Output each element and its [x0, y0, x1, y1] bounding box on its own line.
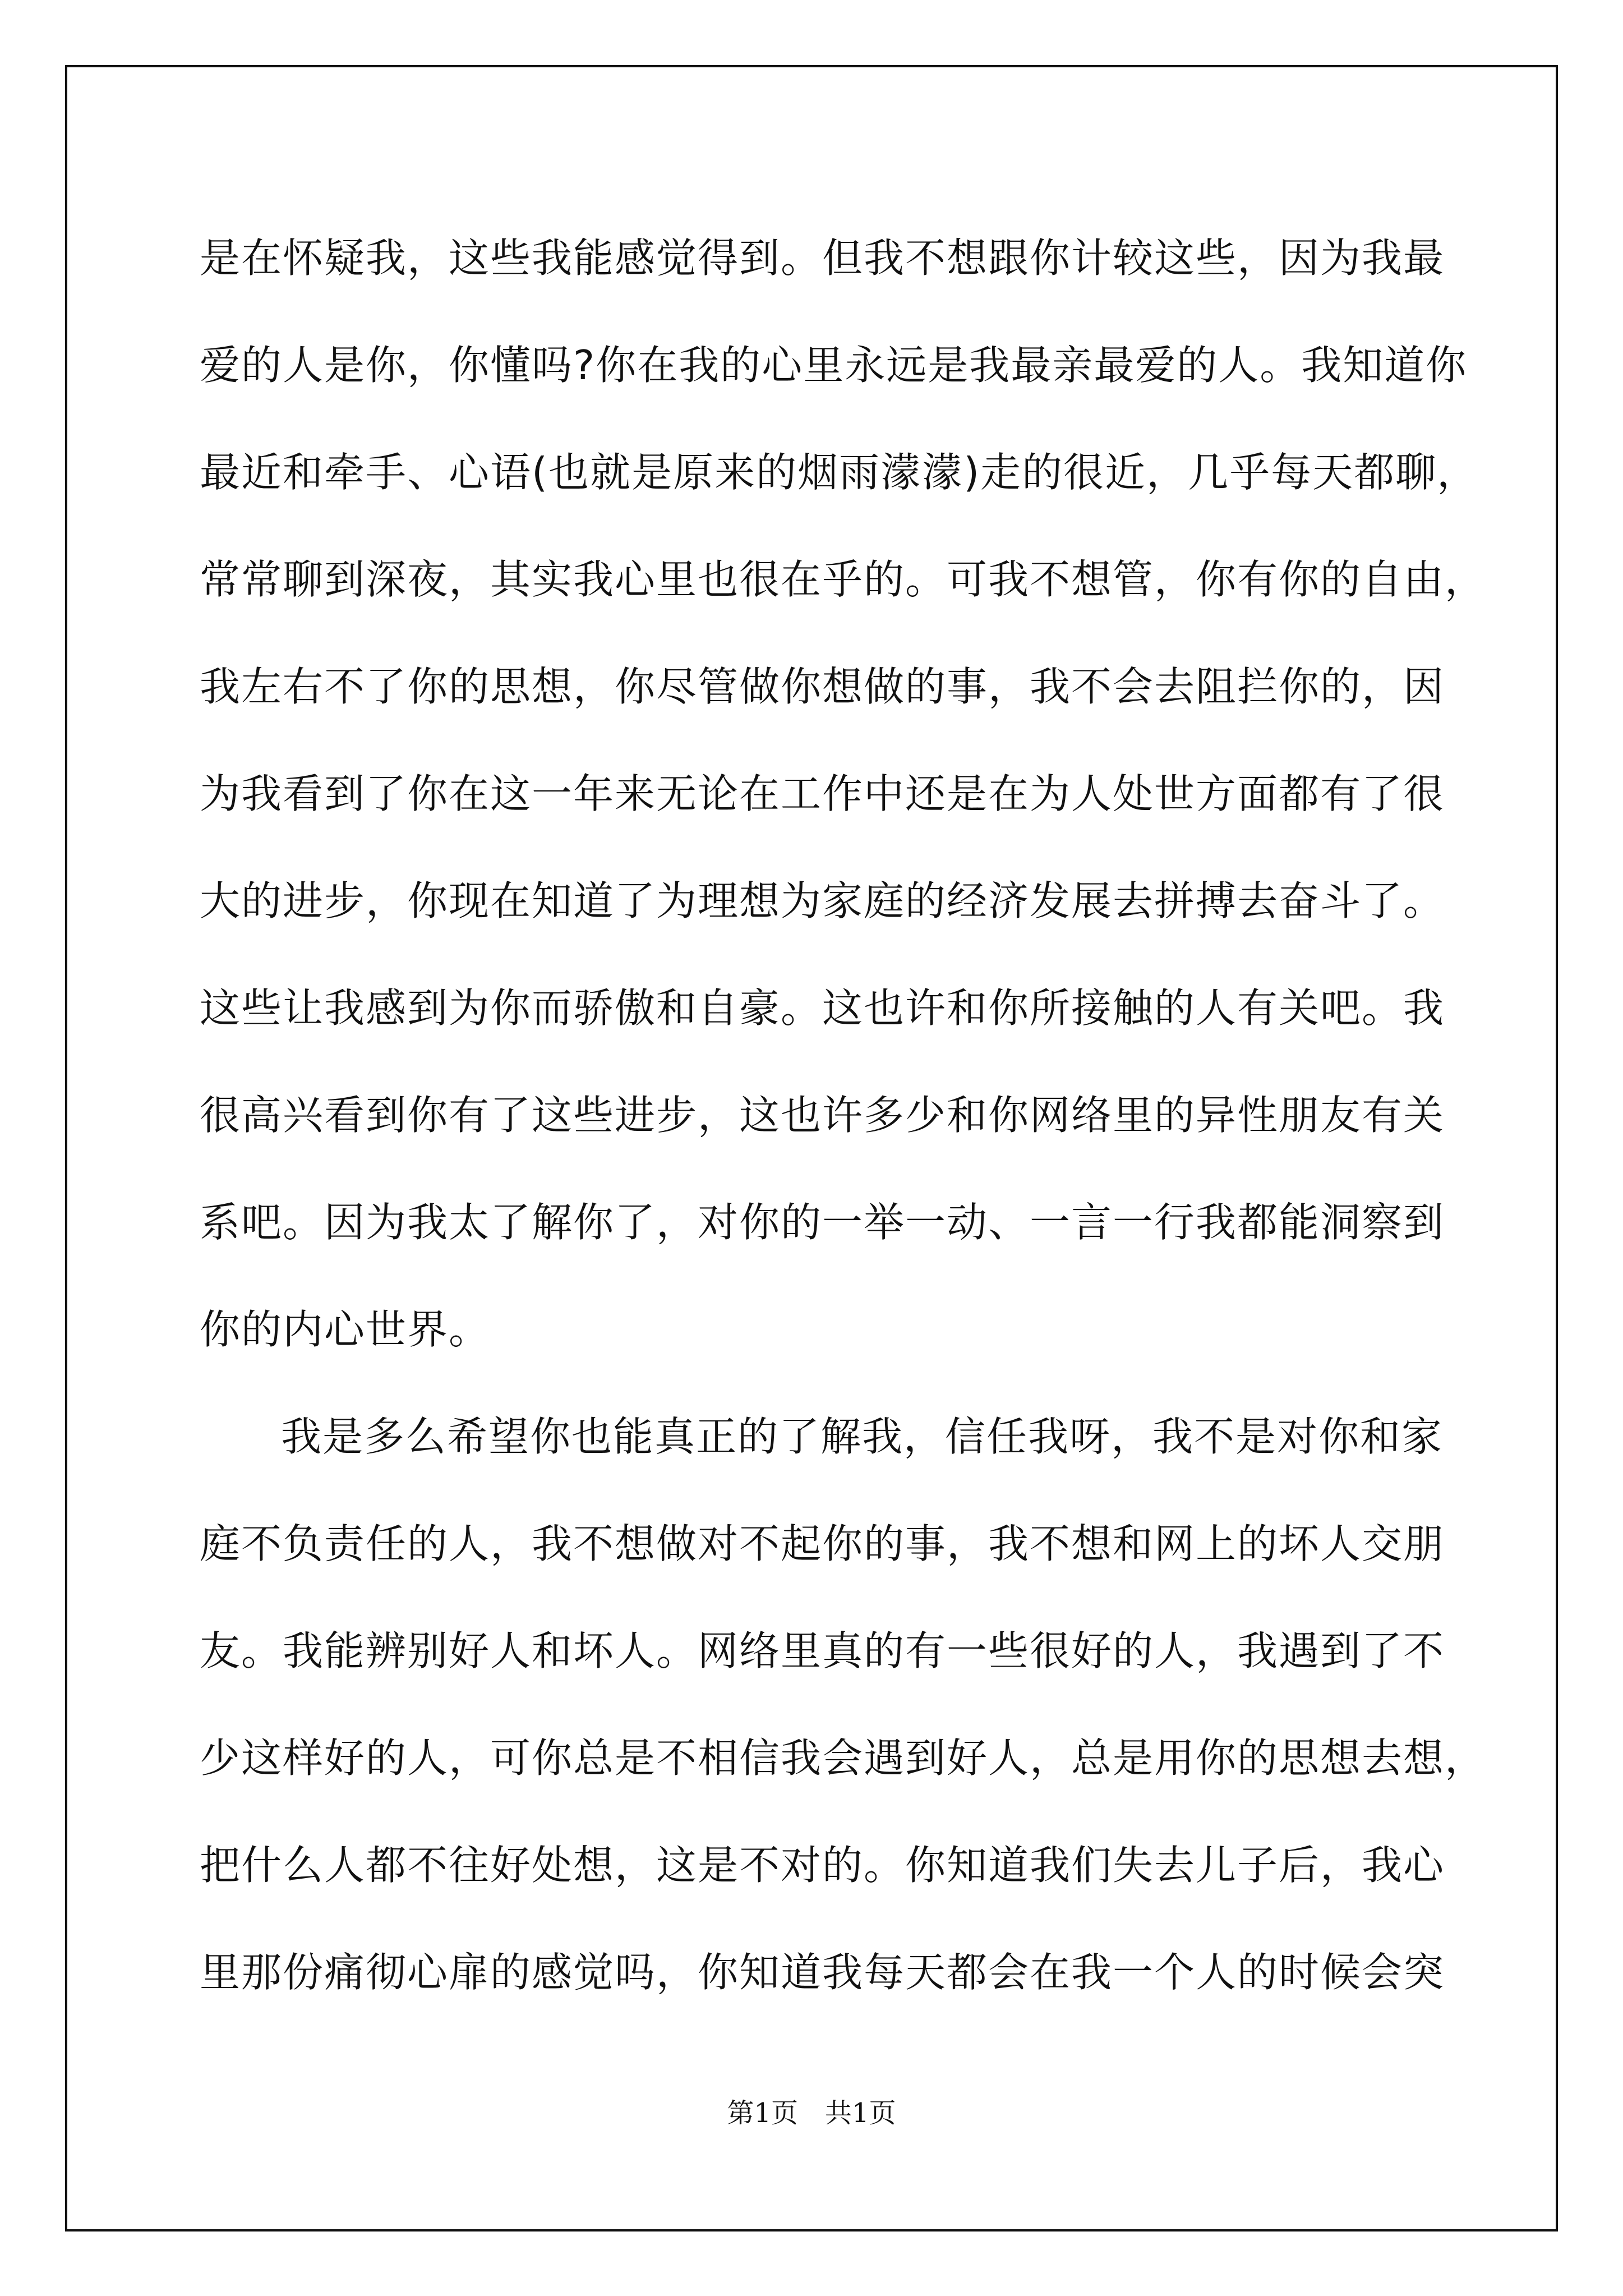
text-line: 系吧。因为我太了解你了，对你的一举一动、一言一行我都能洞察到	[200, 1199, 1445, 1246]
text-line: 最近和牵手、心语(也就是原来的烟雨濛濛)走的很近，几乎每天都聊，	[200, 449, 1479, 496]
text-line: 常常聊到深夜，其实我心里也很在乎的。可我不想管，你有你的自由，	[200, 556, 1487, 603]
text-line: 我是多么希望你也能真正的了解我，信任我呀，我不是对你和家	[281, 1413, 1444, 1460]
page-number-footer: 第1页 共1页	[727, 2097, 896, 2129]
text-line: 爱的人是你，你懂吗?你在我的心里永远是我最亲最爱的人。我知道你	[200, 342, 1468, 389]
paragraph-1	[200, 205, 1487, 1383]
paragraph-2	[200, 1383, 1487, 2026]
text-line: 把什么人都不往好处想，这是不对的。你知道我们失去儿子后，我心	[200, 1842, 1445, 1889]
document-body	[200, 205, 1487, 2026]
text-line: 为我看到了你在这一年来无论在工作中还是在为人处世方面都有了很	[200, 770, 1445, 817]
text-line: 我左右不了你的思想，你尽管做你想做的事，我不会去阻拦你的，因	[200, 663, 1445, 710]
text-line: 你的内心世界。	[200, 1306, 491, 1353]
text-line: 大的进步，你现在知道了为理想为家庭的经济发展去拼搏去奋斗了。	[200, 877, 1445, 924]
text-line: 少这样好的人，可你总是不相信我会遇到好人，总是用你的思想去想，	[200, 1734, 1487, 1782]
text-line: 这些让我感到为你而骄傲和自豪。这也许和你所接触的人有关吧。我	[200, 984, 1445, 1032]
text-line: 是在怀疑我，这些我能感觉得到。但我不想跟你计较这些，因为我最	[200, 234, 1445, 282]
text-line: 庭不负责任的人，我不想做对不起你的事，我不想和网上的坏人交朋	[200, 1520, 1445, 1567]
text-line: 友。我能辨别好人和坏人。网络里真的有一些很好的人，我遇到了不	[200, 1627, 1445, 1674]
text-line: 很高兴看到你有了这些进步，这也许多少和你网络里的异性朋友有关	[200, 1092, 1445, 1139]
text-line: 里那份痛彻心扉的感觉吗，你知道我每天都会在我一个人的时候会突	[200, 1949, 1445, 1996]
